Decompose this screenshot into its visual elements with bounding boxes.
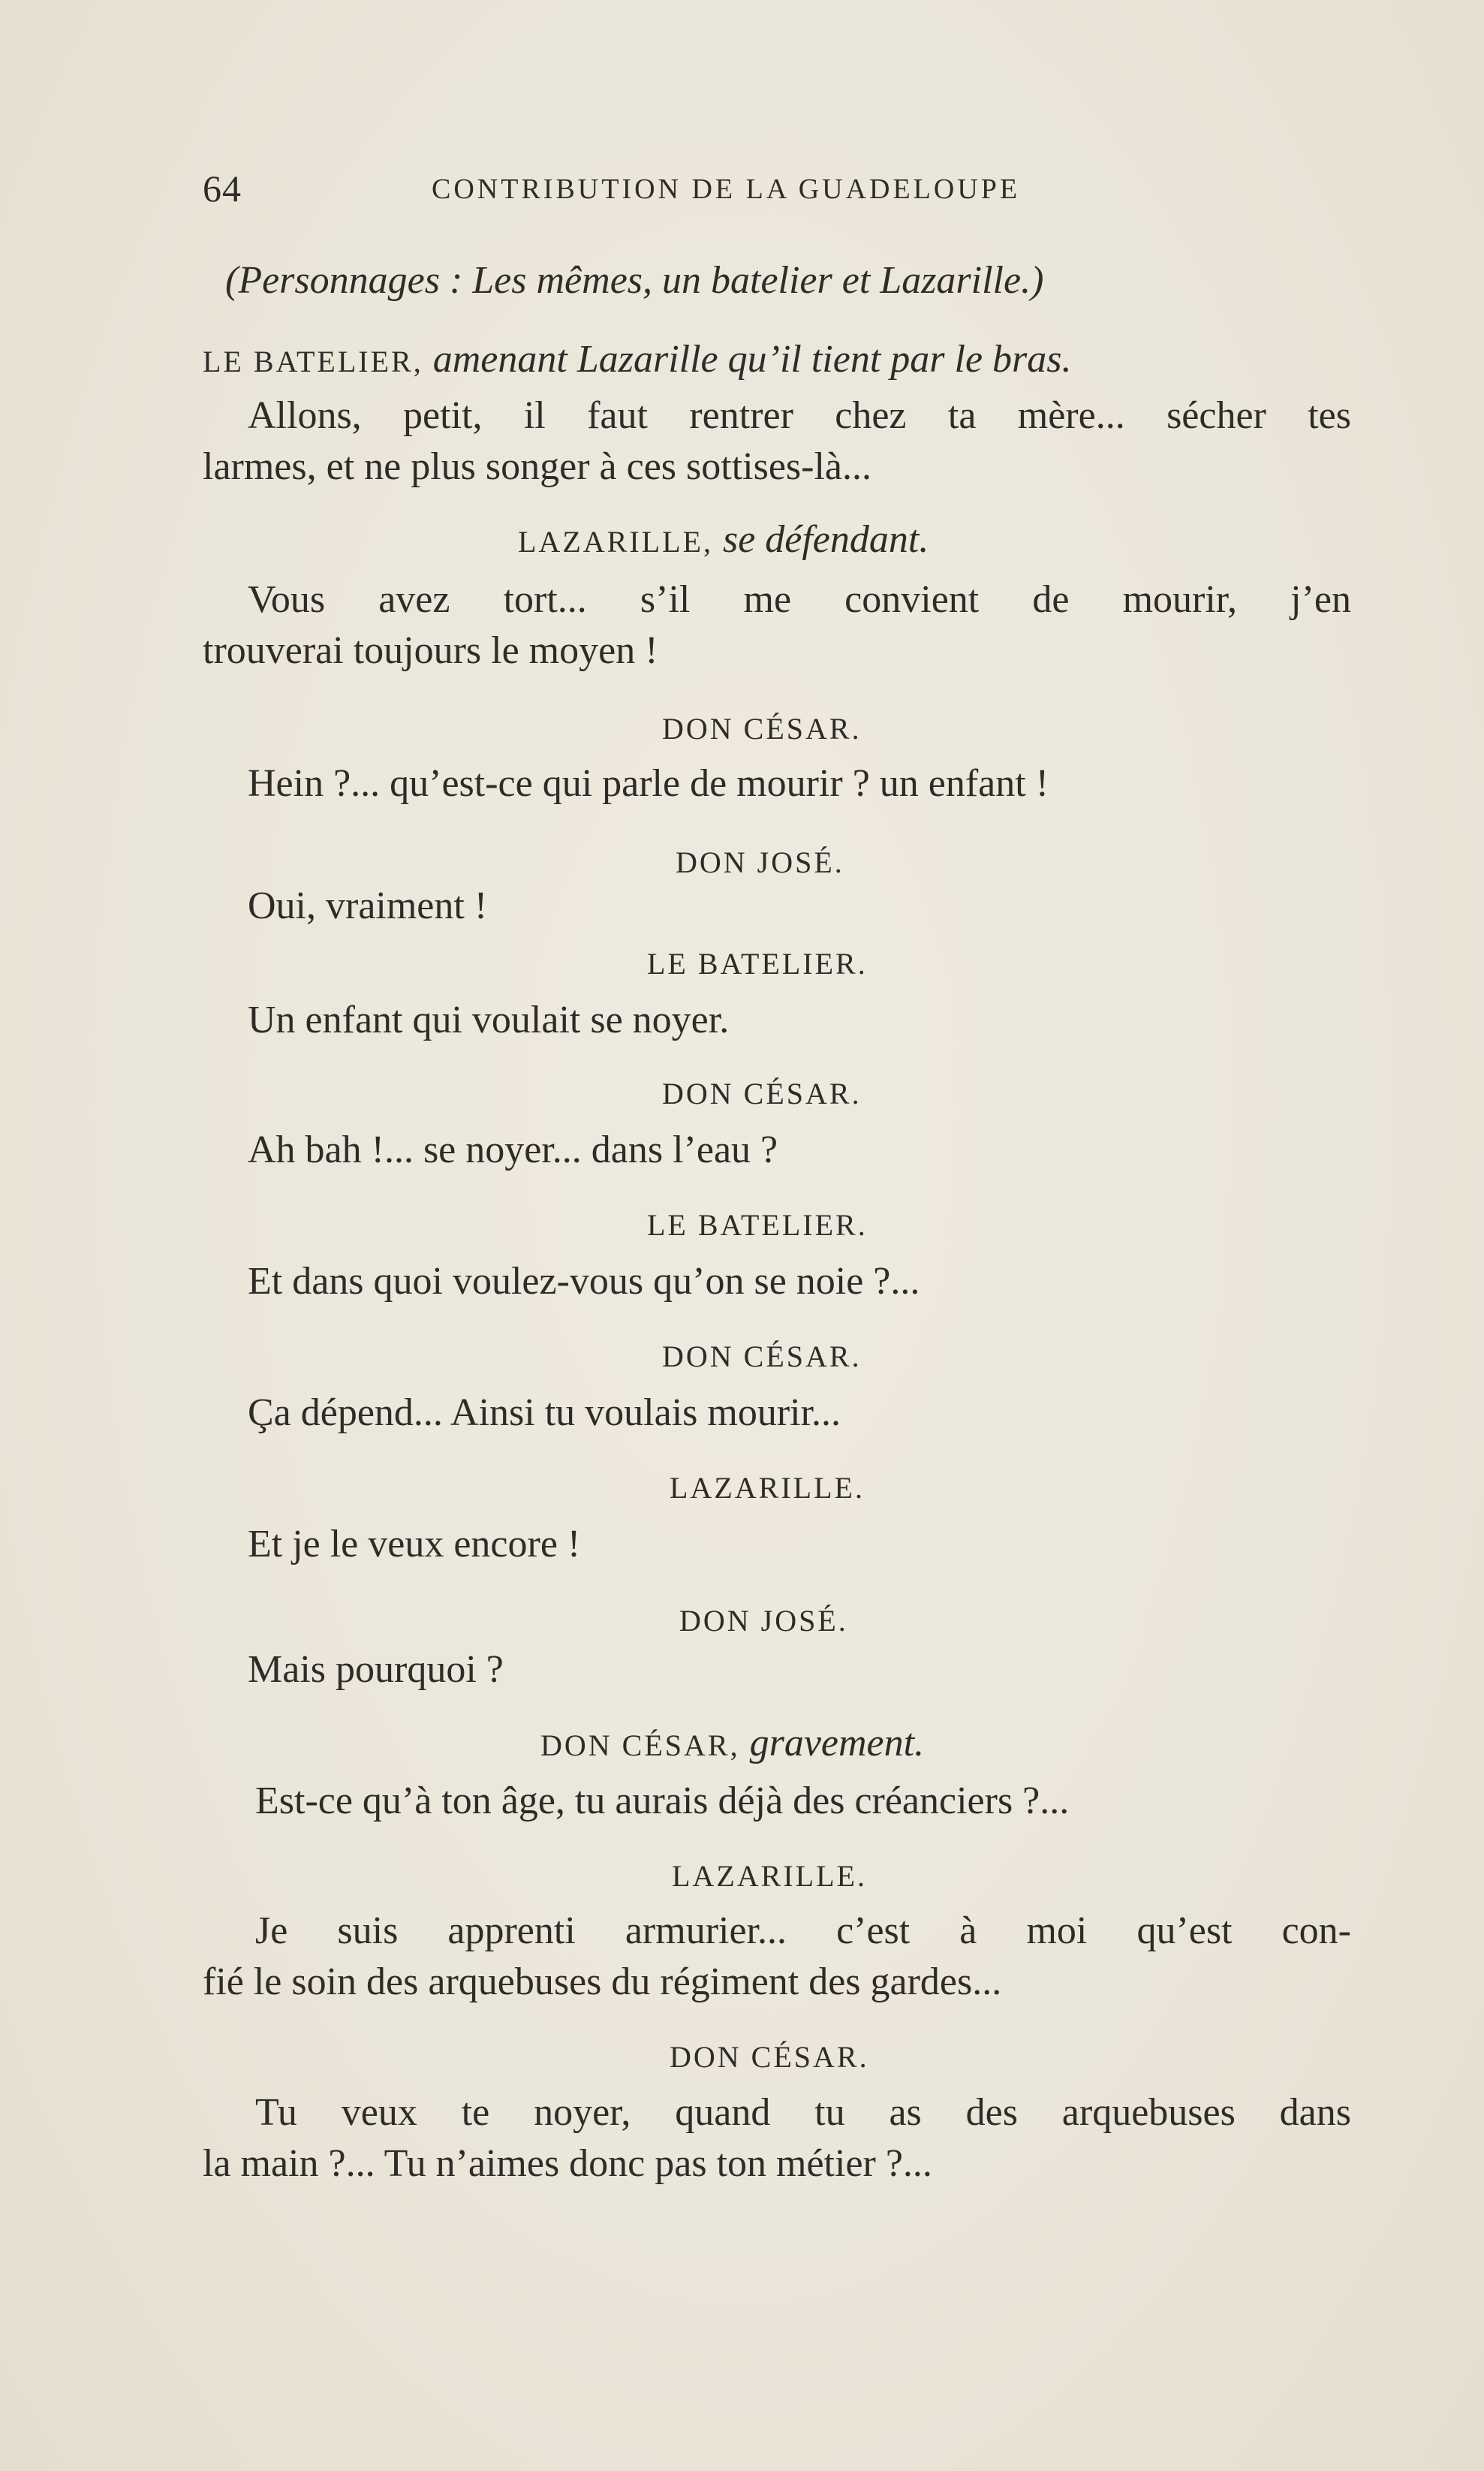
speaker-name: DON CÉSAR. — [662, 1339, 862, 1373]
dialogue-line: Vous avez tort... s’il me convient de mourir, j’en — [248, 578, 1351, 621]
speaker-name: LE BATELIER. — [647, 1208, 868, 1242]
speaker-name: DON CÉSAR. — [662, 1077, 862, 1110]
dialogue-line: Un enfant qui voulait se noyer. — [248, 999, 730, 1041]
dialogue-line: Est-ce qu’à ton âge, tu aurais déjà des créanciers ?... — [255, 1779, 1070, 1822]
dialogue-line: Hein ?... qu’est-ce qui parle de mourir ? un enfant ! — [248, 762, 1049, 805]
speaker-heading — [540, 1718, 924, 1771]
speaker-name: DON CÉSAR, — [540, 1728, 740, 1762]
running-head: CONTRIBUTION DE LA GUADELOUPE — [432, 173, 1021, 205]
dialogue-line: larmes, et ne plus songer à ces sottises-là... — [203, 445, 871, 488]
page-number: 64 — [203, 167, 242, 209]
dialogue-line: trouverai toujours le moyen ! — [203, 629, 658, 672]
stage-direction-inline: amenant Lazarille qu’il tient par le bras. — [432, 338, 1072, 381]
speaker-heading — [518, 514, 929, 568]
dialogue-line: Mais pourquoi ? — [248, 1648, 504, 1691]
dialogue-line: Et je le veux encore ! — [248, 1523, 581, 1565]
speaker-name: DON JOSÉ. — [676, 845, 844, 879]
page-header — [203, 167, 1351, 219]
dialogue-line: Oui, vraiment ! — [248, 884, 488, 927]
dialogue-line: Ah bah !... se noyer... dans l’eau ? — [248, 1129, 778, 1171]
dialogue-line: Et dans quoi voulez-vous qu’on se noie ?... — [248, 1260, 920, 1303]
dialogue-line: Je suis apprenti armurier... c’est à moi qu’est con- — [255, 1909, 1351, 1952]
speaker-heading — [203, 334, 1072, 387]
dialogue-line: Allons, petit, il faut rentrer chez ta mère... sécher tes — [248, 394, 1351, 437]
dialogue-line: fié le soin des arquebuses du régiment des gardes... — [203, 1960, 1002, 2003]
dialogue-line: Tu veux te noyer, quand tu as des arquebuses dans — [255, 2091, 1351, 2134]
dialogue-line: la main ?... Tu n’aimes donc pas ton métier ?... — [203, 2142, 932, 2185]
speaker-name: DON CÉSAR. — [662, 712, 862, 746]
speaker-name: DON CÉSAR. — [670, 2040, 869, 2074]
speaker-name: LE BATELIER. — [647, 947, 868, 981]
stage-direction: (Personnages : Les mêmes, un batelier et Lazarille.) — [225, 259, 1044, 302]
speaker-name: LAZARILLE. — [672, 1859, 867, 1893]
speaker-name: LE BATELIER, — [203, 345, 423, 378]
stage-direction-inline: se défendant. — [722, 518, 929, 561]
speaker-name: LAZARILLE. — [670, 1471, 865, 1505]
speaker-name: DON JOSÉ. — [679, 1604, 848, 1638]
dialogue-line: Ça dépend... Ainsi tu voulais mourir... — [248, 1391, 841, 1434]
stage-direction-inline: gravement. — [749, 1722, 925, 1764]
speaker-name: LAZARILLE, — [518, 525, 713, 559]
